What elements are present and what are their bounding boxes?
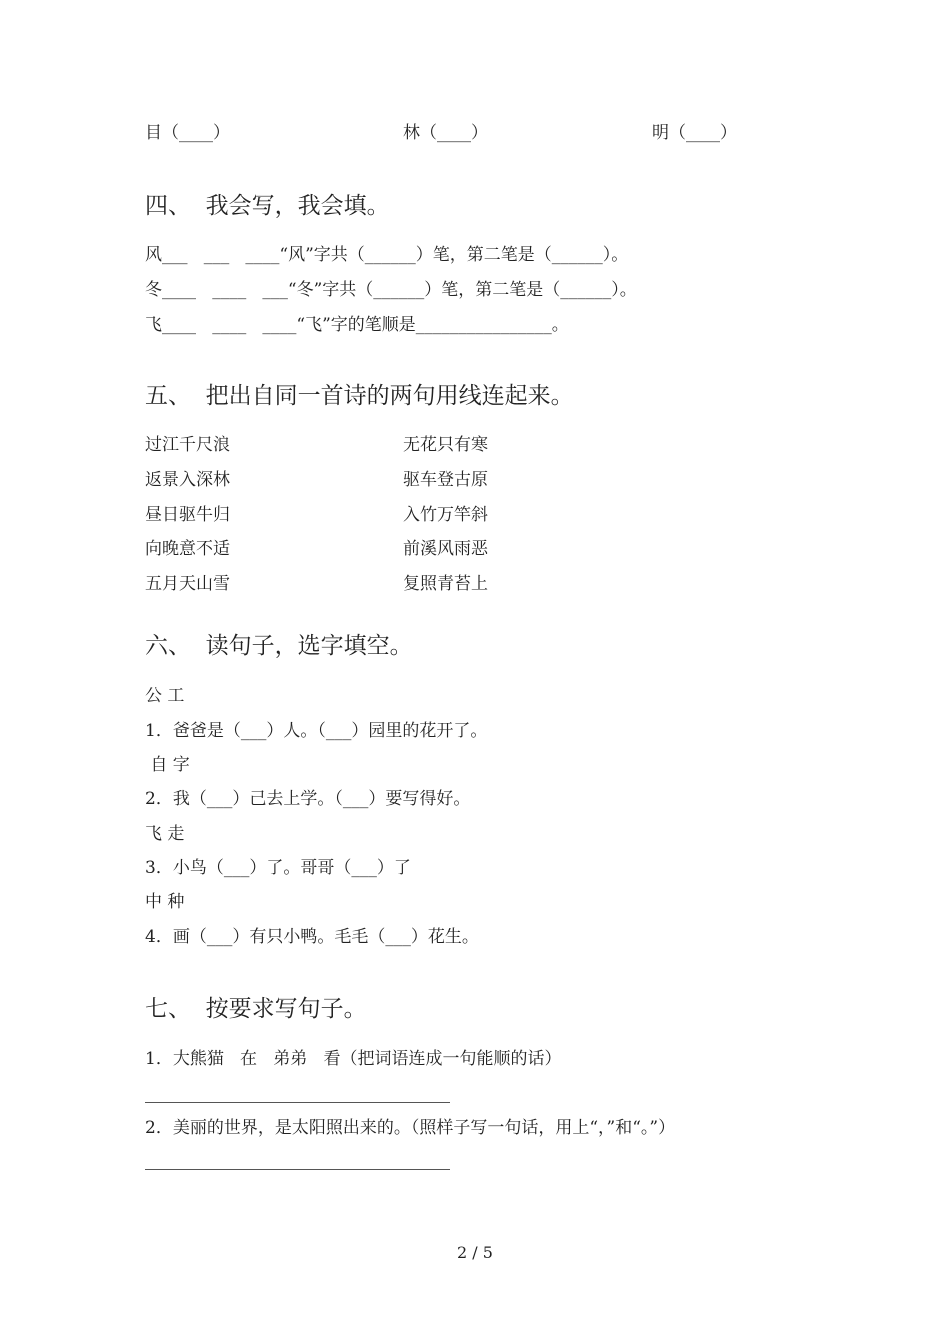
poem-left-2: 返景入深林 xyxy=(145,470,230,490)
section4-heading: 四、 我会写，我会填。 xyxy=(145,193,390,219)
options-2: 自 字 xyxy=(145,755,190,775)
answer-line-1 xyxy=(145,1102,450,1103)
poem-left-1: 过江千尺浪 xyxy=(145,435,230,455)
question-2: 2．美丽的世界，是太阳照出来的。（照样子写一句话，用上“，”和“。”） xyxy=(145,1118,676,1138)
poem-right-4: 前溪风雨恶 xyxy=(403,539,488,559)
poem-right-2: 驱车登古原 xyxy=(403,470,488,490)
poem-right-5: 复照青苔上 xyxy=(403,574,488,594)
section5-heading: 五、 把出自同一首诗的两句用线连起来。 xyxy=(145,383,574,409)
sentence-3: 3．小鸟（___）了。哥哥（___）了 xyxy=(145,858,411,878)
answer-line-2 xyxy=(145,1169,450,1170)
section4-line-2: 冬____ ____ ___“冬”字共（______）笔，第二笔是（______）。 xyxy=(145,280,637,300)
section4-line-3: 飞____ ____ ____“飞”字的笔顺是________________。 xyxy=(145,315,569,335)
poem-left-5: 五月天山雪 xyxy=(145,574,230,594)
sentence-2: 2．我（___）己去上学。（___）要写得好。 xyxy=(145,789,471,809)
sentence-4: 4．画（___）有只小鸭。毛毛（___）花生。 xyxy=(145,927,479,947)
options-4: 中 种 xyxy=(145,892,185,912)
poem-right-3: 入竹万竿斜 xyxy=(403,505,488,525)
top-item-1: 目（____） xyxy=(145,123,230,143)
poem-left-3: 昼日驱牛归 xyxy=(145,505,230,525)
section4-line-1: 风___ ___ ____“风”字共（______）笔，第二笔是（______）。 xyxy=(145,245,629,265)
top-item-3: 明（____） xyxy=(652,123,737,143)
poem-left-4: 向晚意不适 xyxy=(145,539,230,559)
options-3: 飞 走 xyxy=(145,824,185,844)
poem-right-1: 无花只有寒 xyxy=(403,435,488,455)
question-1: 1．大熊猫 在 弟弟 看（把词语连成一句能顺的话） xyxy=(145,1049,562,1069)
options-1: 公 工 xyxy=(145,686,185,706)
page-number: 2 / 5 xyxy=(457,1243,493,1262)
top-item-2: 林（____） xyxy=(403,123,488,143)
section6-heading: 六、 读句子，选字填空。 xyxy=(145,633,413,659)
sentence-1: 1．爸爸是（___）人。（___）园里的花开了。 xyxy=(145,721,488,741)
section7-heading: 七、 按要求写句子。 xyxy=(145,996,367,1022)
